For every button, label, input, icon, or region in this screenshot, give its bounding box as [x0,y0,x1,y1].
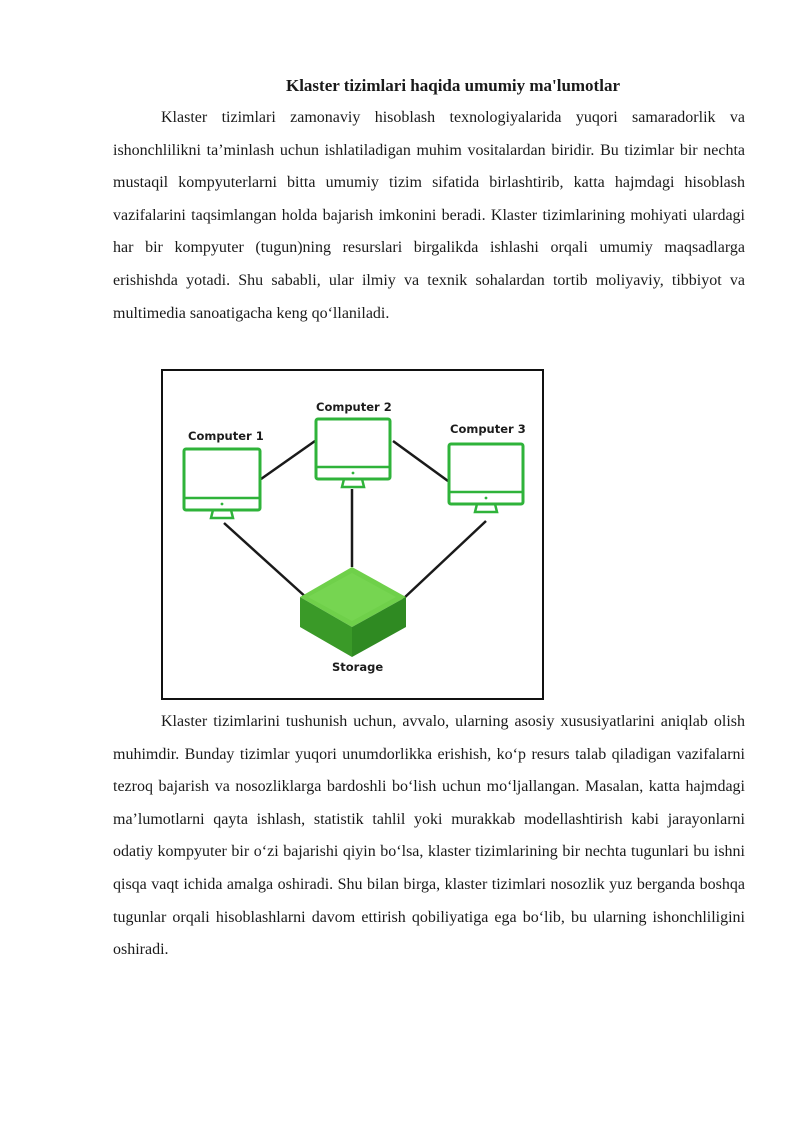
link-computer1-storage [224,523,308,599]
computer-1-node [184,429,264,518]
paragraph-intro: Klaster tizimlari zamonaviy hisoblash texnologiyalarida yuqori samaradorlik va ishonchlilikni ta’minlash uchun ishlatiladigan muhim vositalardan biridir. Bu tizimlar bir nechta mustaqil kompyuterlarni bitta umumiy tizim sifatida birlashtirib, katta hajmdagi hisoblash vazifalarini taqsimlangan holda bajarish imkonini beradi. Klaster tizimlarining mohiyati ulardagi har bir kompyuter (tugun)ning resurslari birgalikda ishlashi orqali umumiy maqsadlarga erishishda yotadi. Shu sababli, ular ilmiy va texnik sohalardan tortib moliyaviy, tibbiyot va multimedia sanoatigacha keng qo‘llaniladi. [113,109,745,322]
computer-3-label: Computer 3 [450,422,526,436]
monitor-icon [184,449,260,518]
cluster-diagram [161,369,544,700]
storage-node [300,567,406,674]
paragraph-features: Klaster tizimlarini tushunish uchun, avvalo, ularning asosiy xususiyatlarini aniqlab olish muhimdir. Bunday tizimlar yuqori unumdorlikka erishish, ko‘p resurs talab qiladigan vazifalarni tezroq bajarish va nosozliklarga bardoshli bo‘lish uchun mo‘ljallangan. Masalan, katta hajmdagi ma’lumotlarni qayta ishlash, statistik tahlil yoki murakkab modellashtirish kabi jarayonlarni odatiy kompyuter bir o‘zi bajarishi qiyin bo‘lsa, klaster tizimlarining bir nechta tugunlari bu ishni qisqa vaqt ichida amalga oshiradi. Shu bilan birga, klaster tizimlari nosozlik yuz berganda boshqa tugunlar orqali hisoblashlarni davom ettirish qobiliyatiga ega bo‘lib, bu ularning ishonchliligini oshiradi. [113,713,745,959]
computer-2-node [316,400,392,487]
link-computer1-computer2 [261,441,315,479]
link-computer2-computer3 [393,441,448,481]
computer-2-label: Computer 2 [316,400,392,414]
monitor-icon [316,419,390,487]
monitor-icon [449,444,523,512]
storage-cube-icon [300,567,406,657]
link-computer3-storage [403,521,486,599]
computer-1-label: Computer 1 [188,429,264,443]
page-title: Klaster tizimlari haqida umumiy ma'lumotlar [285,76,620,95]
computer-3-node [449,422,526,512]
storage-label: Storage [332,660,384,674]
